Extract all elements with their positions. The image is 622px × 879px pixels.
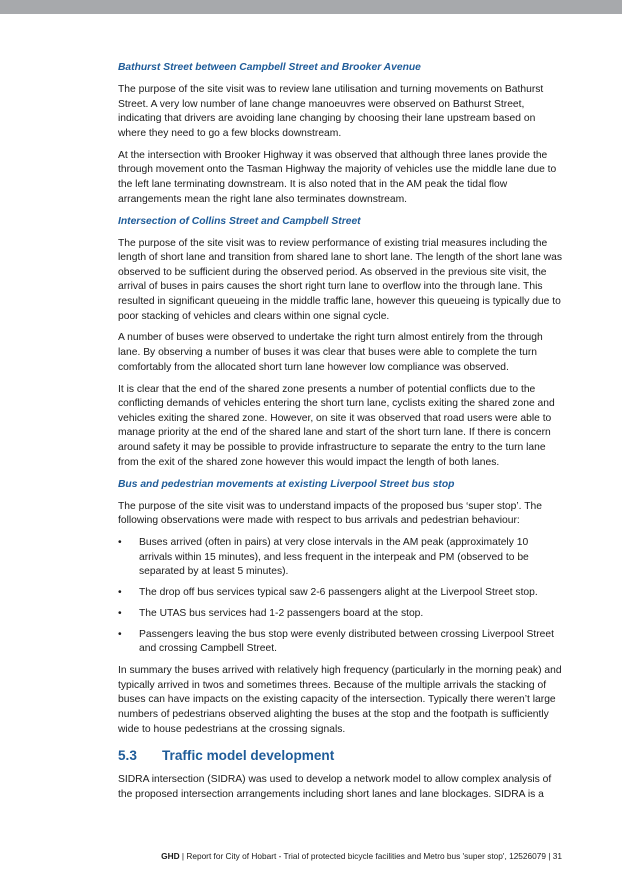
subheading-collins-campbell: Intersection of Collins Street and Campbell Street xyxy=(118,215,361,227)
list-item-text: The UTAS bus services had 1-2 passengers board at the stop. xyxy=(139,607,424,619)
paragraph: The purpose of the site visit was to review performance of existing trial measures including the length of short lane and transition from shared lane to short lane. The length of the short lane was observed to be sufficient during the observed period. As observed in the previous site visit, the arrival of buses in pairs causes the short right turn lane to overflow into the through lane. This resulted in significant queueing in the middle traffic lane, however this queueing is typically due to poor stacking of vehicles and clears within one signal cycle. xyxy=(118,237,562,322)
paragraph: A number of buses were observed to undertake the right turn almost entirely from the through lane. By observing a number of buses it was clear that buses were able to complete the turn comfortably from the allocated short turn lane however low compliance was observed. xyxy=(118,332,543,373)
bullet-list xyxy=(118,536,563,657)
subheading-bathurst: Bathurst Street between Campbell Street and Brooker Avenue xyxy=(118,62,421,73)
paragraph: The purpose of the site visit was to review lane utilisation and turning movements on Bathurst Street. A very low number of lane change manoeuvres were observed on Bathurst Street, indicating that drivers are avoiding lane changing by choosing their lane upstream based on where they need to go a few blocks downstream. xyxy=(118,84,544,139)
subheading-bus-pedestrian: Bus and pedestrian movements at existing Liverpool Street bus stop xyxy=(118,478,455,490)
list-item-text: Buses arrived (often in pairs) at very close intervals in the AM peak (approximately 10 arrivals within 15 minutes), and less frequent in the interpeak and PM (observed to be separated by at least 5 minutes). xyxy=(139,537,529,578)
list-item xyxy=(118,586,563,601)
section-heading-5-3 xyxy=(118,747,563,765)
section-title: Traffic model development xyxy=(162,748,335,764)
list-item-text: Passengers leaving the bus stop were evenly distributed between crossing Liverpool Street and crossing Campbell Street. xyxy=(139,628,554,655)
paragraph: In summary the buses arrived with relatively high frequency (particularly in the morning peak) and typically arrived in twos and sometimes threes. Because of the multiple arrivals the stacking of buses can have impacts on the existing capacity of the intersection. Typically there weren’t large numbers of pedestrians observed alighting the buses at the stop and the footpath is sufficiently wide to house pedestrians at the crossing signals. xyxy=(118,665,562,735)
paragraph: The purpose of the site visit was to understand impacts of the proposed bus ‘super stop’. The following observations were made with respect to bus arrivals and pedestrian behaviour: xyxy=(118,500,542,527)
bullet-icon: • xyxy=(118,537,122,549)
list-item xyxy=(118,607,563,622)
list-item-text: The drop off bus services typical saw 2-6 passengers alight at the Liverpool Street stop. xyxy=(139,587,538,599)
paragraph: It is clear that the end of the shared zone presents a number of potential conflicts due to the conflicting demands of vehicles entering the short turn lane, cyclists exiting the shared zone and vehicles exiting the shared zone. However, on site it was observed that road users were able to manage priority at the end of the shared lane and start of the short turn lane. If there is concern around safety it may be possible to provide infrastructure to separate the entry to the turn lane from the exit of the shared zone however this would impact the length of both lanes. xyxy=(118,383,555,468)
section-number: 5.3 xyxy=(118,748,137,764)
bullet-icon: • xyxy=(118,628,122,640)
header-bar xyxy=(0,0,622,14)
bullet-icon: • xyxy=(118,587,122,599)
footer-text: | Report for City of Hobart - Trial of protected bicycle facilities and Metro bus 'super stop', 12526079 | 31 xyxy=(179,851,562,861)
bullet-icon: • xyxy=(118,607,122,619)
page-content xyxy=(118,61,563,810)
paragraph: SIDRA intersection (SIDRA) was used to develop a network model to allow complex analysis of the proposed intersection arrangements including short lanes and lane blockages. SIDRA is a xyxy=(118,774,552,800)
list-item xyxy=(118,628,563,657)
paragraph: At the intersection with Brooker Highway it was observed that although three lanes provide the through movement onto the Tasman Highway the majority of vehicles use the middle lane due to the left lane terminating downstream. It is also noted that in the AM peak the tidal flow arrangements mean the right lane also terminates downstream. xyxy=(118,149,557,205)
list-item xyxy=(118,536,563,580)
footer-brand: GHD xyxy=(161,851,180,861)
page-footer xyxy=(0,851,562,861)
